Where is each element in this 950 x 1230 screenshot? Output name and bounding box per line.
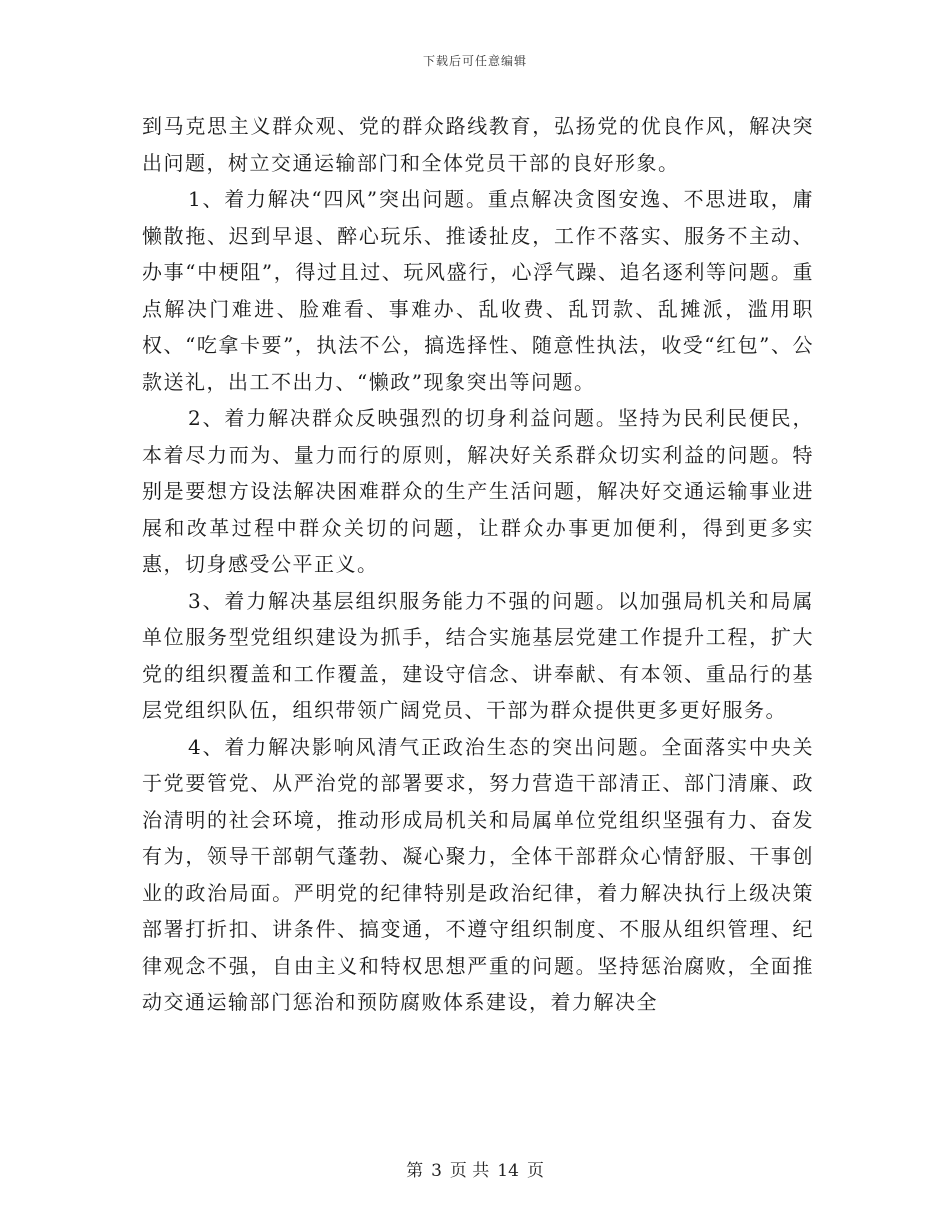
page-footer [0,1156,950,1181]
paragraph-continuation: 到马克思主义群众观、党的群众路线教育，弘扬党的优良作风，解决突出问题，树立交通运输部门和全体党员干部的良好形象。 [142,114,814,175]
document-body [142,108,814,1021]
footer-middle: 页 共 [449,1161,490,1181]
footer-prefix: 第 [406,1161,424,1181]
paragraph-item-4: 4、着力解决影响风清气正政治生态的突出问题。全面落实中央关于党要管党、从严治党的部署要求，努力营造干部清正、部门清廉、政治清明的社会环境，推动形成局机关和局属单位党组织坚强有力、奋发有为，领导干部朝气蓬勃、凝心聚力，全体干部群众心情舒服、干事创业的政治局面。严明党的纪律特别是政治纪律，着力解决执行上级决策部署打折扣、讲条件、搞变通，不遵守组织制度、不服从组织管理、纪律观念不强，自由主义和特权思想严重的问题。坚持惩治腐败，全面推动交通运输部门惩治和预防腐败体系建设，着力解决全 [142,734,814,1014]
paragraph-item-3: 3、着力解决基层组织服务能力不强的问题。以加强局机关和局属单位服务型党组织建设为抓手，结合实施基层党建工作提升工程，扩大党的组织覆盖和工作覆盖，建设守信念、讲奉献、有本领、重品行的基层党组织队伍，组织带领广阔党员、干部为群众提供更多更好服务。 [142,588,814,722]
footer-page-number: 3 [431,1161,442,1181]
page-header: 下载后可任意编辑 [422,54,527,68]
footer-suffix: 页 [526,1161,544,1181]
footer-total-pages: 14 [497,1161,519,1181]
paragraph-item-2: 2、着力解决群众反映强烈的切身利益问题。坚持为民利民便民，本着尽力而为、量力而行的原则，解决好关系群众切实利益的问题。特别是要想方设法解决困难群众的生产生活问题，解决好交通运输事业进展和改革过程中群众关切的问题，让群众办事更加便利，得到更多实惠，切身感受公平正义。 [142,406,814,576]
paragraph-item-1: 1、着力解决“四风”突出问题。重点解决贪图安逸、不思进取，庸懒散拖、迟到早退、醉心玩乐、推诿扯皮，工作不落实、服务不主动、办事“中梗阻”，得过且过、玩风盛行，心浮气躁、追名逐利等问题。重点解决门难进、脸难看、事难办、乱收费、乱罚款、乱摊派，滥用职权、“吃拿卡要”，执法不公，搞选择性、随意性执法，收受“红包”、公款送礼，出工不出力、“懒政”现象突出等问题。 [142,187,814,394]
